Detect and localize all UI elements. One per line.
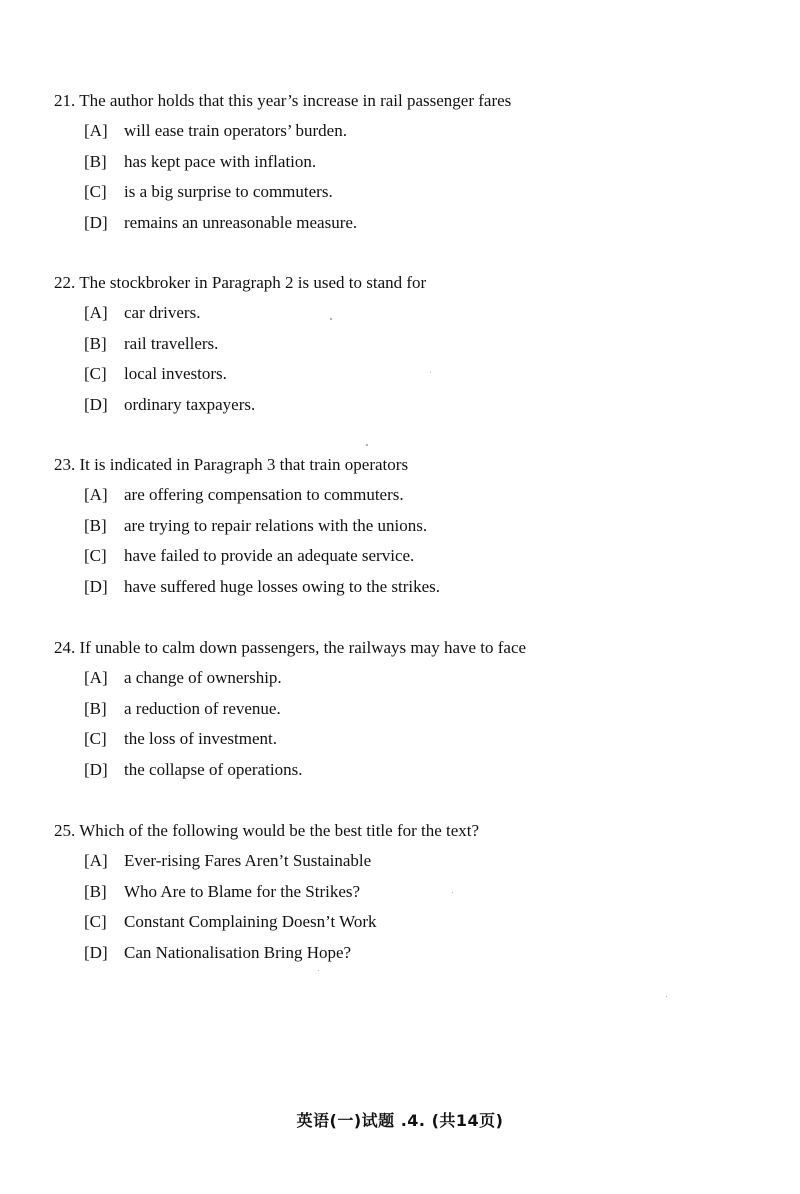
question-stem bbox=[54, 450, 754, 480]
option-text: have suffered huge losses owing to the strikes. bbox=[124, 576, 441, 596]
option-text: Ever-rising Fares Aren’t Sustainable bbox=[124, 851, 372, 870]
option-a bbox=[54, 298, 754, 329]
question-number: 21. bbox=[54, 91, 76, 110]
scan-speck bbox=[366, 444, 368, 446]
option-a bbox=[54, 663, 754, 694]
option-text: are offering compensation to commuters. bbox=[124, 485, 404, 504]
option-letter: [A] bbox=[84, 668, 108, 687]
option-text: are trying to repair relations with the unions. bbox=[124, 515, 428, 535]
question-25 bbox=[54, 816, 754, 968]
scan-speck bbox=[330, 318, 332, 320]
question-text: It is indicated in Paragraph 3 that train operators bbox=[79, 455, 409, 474]
option-letter: [B] bbox=[84, 515, 107, 535]
option-b bbox=[54, 147, 754, 178]
question-24 bbox=[54, 633, 754, 785]
question-22 bbox=[54, 268, 754, 420]
option-a bbox=[54, 480, 754, 511]
option-text: have failed to provide an adequate service. bbox=[124, 546, 415, 565]
question-23 bbox=[54, 450, 754, 602]
option-text: rail travellers. bbox=[124, 333, 219, 353]
scan-speck bbox=[318, 970, 319, 971]
option-letter: [A] bbox=[84, 121, 108, 140]
option-letter: [C] bbox=[84, 729, 107, 748]
option-d bbox=[54, 208, 754, 239]
option-letter: [A] bbox=[84, 485, 108, 504]
page-footer: 英语(一)试题 .4. (共14页) bbox=[296, 1111, 504, 1130]
option-text: local investors. bbox=[124, 364, 227, 383]
question-text: The stockbroker in Paragraph 2 is used to stand for bbox=[79, 273, 427, 292]
option-text: Can Nationalisation Bring Hope? bbox=[124, 942, 352, 962]
question-number: 22. bbox=[54, 273, 76, 292]
question-text: The author holds that this year’s increase in rail passenger fares bbox=[79, 91, 512, 110]
question-stem bbox=[54, 816, 754, 846]
option-text: ordinary taxpayers. bbox=[124, 394, 256, 414]
option-letter: [D] bbox=[84, 759, 108, 779]
option-letter: [D] bbox=[84, 212, 108, 232]
question-number: 24. bbox=[54, 638, 76, 657]
scan-speck bbox=[666, 996, 667, 997]
option-b bbox=[54, 329, 754, 360]
option-d bbox=[54, 755, 754, 786]
option-letter: [C] bbox=[84, 546, 107, 565]
scan-speck bbox=[452, 892, 453, 893]
option-a bbox=[54, 116, 754, 147]
option-letter: [D] bbox=[84, 394, 108, 414]
question-text: If unable to calm down passengers, the railways may have to face bbox=[79, 638, 527, 657]
option-letter: [C] bbox=[84, 364, 107, 383]
option-letter: [B] bbox=[84, 698, 107, 718]
option-letter: [A] bbox=[84, 303, 108, 322]
option-c bbox=[54, 359, 754, 390]
option-letter: [B] bbox=[84, 151, 107, 171]
question-stem bbox=[54, 268, 754, 298]
option-text: has kept pace with inflation. bbox=[124, 151, 317, 171]
option-letter: [B] bbox=[84, 333, 107, 353]
option-text: the loss of investment. bbox=[124, 729, 277, 748]
question-number: 25. bbox=[54, 821, 76, 840]
question-stem bbox=[54, 633, 754, 663]
option-text: is a big surprise to commuters. bbox=[124, 182, 333, 201]
option-b bbox=[54, 694, 754, 725]
option-text: remains an unreasonable measure. bbox=[124, 212, 358, 232]
option-text: car drivers. bbox=[124, 303, 201, 322]
option-text: Who Are to Blame for the Strikes? bbox=[124, 881, 361, 901]
option-a bbox=[54, 846, 754, 877]
question-stem bbox=[54, 86, 754, 116]
option-d bbox=[54, 390, 754, 421]
question-number: 23. bbox=[54, 455, 76, 474]
option-b bbox=[54, 511, 754, 542]
option-text: will ease train operators’ burden. bbox=[124, 121, 347, 140]
option-letter: [D] bbox=[84, 576, 108, 596]
question-21 bbox=[54, 86, 754, 238]
option-b bbox=[54, 877, 754, 908]
option-c bbox=[54, 541, 754, 572]
option-c bbox=[54, 177, 754, 208]
option-letter: [B] bbox=[84, 881, 107, 901]
option-d bbox=[54, 572, 754, 603]
question-text: Which of the following would be the best title for the text? bbox=[79, 821, 480, 840]
option-c bbox=[54, 724, 754, 755]
option-c bbox=[54, 907, 754, 938]
scan-speck bbox=[430, 372, 431, 373]
option-text: a change of ownership. bbox=[124, 668, 282, 687]
option-text: Constant Complaining Doesn’t Work bbox=[124, 912, 377, 931]
option-letter: [C] bbox=[84, 912, 107, 931]
option-text: the collapse of operations. bbox=[124, 759, 303, 779]
option-text: a reduction of revenue. bbox=[124, 698, 281, 718]
option-letter: [D] bbox=[84, 942, 108, 962]
option-d bbox=[54, 938, 754, 969]
option-letter: [A] bbox=[84, 851, 108, 870]
option-letter: [C] bbox=[84, 182, 107, 201]
